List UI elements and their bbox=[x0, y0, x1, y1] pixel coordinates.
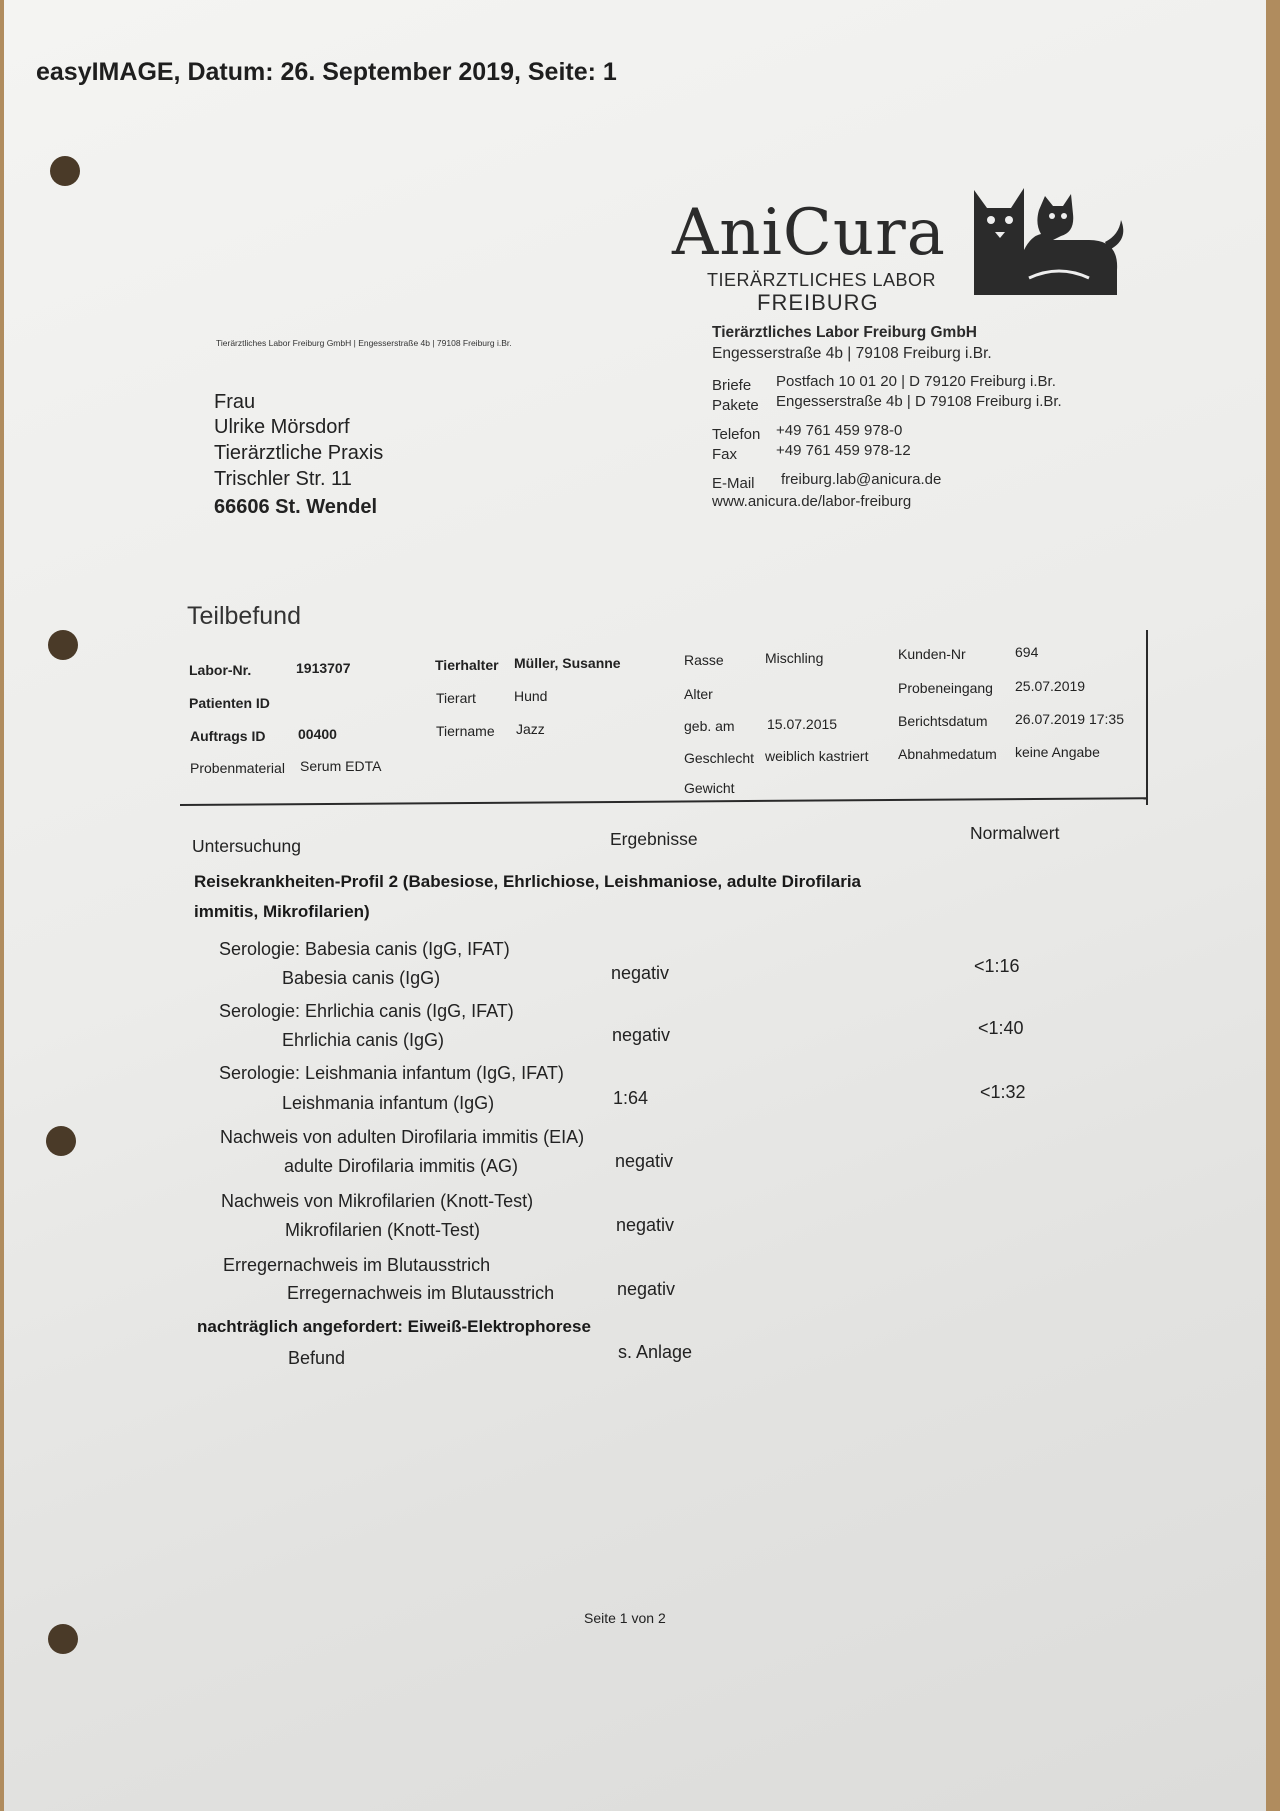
info-box-border-right bbox=[1146, 630, 1148, 805]
fax-value: +49 761 459 978-12 bbox=[776, 442, 911, 459]
test-method: Nachweis von Mikrofilarien (Knott-Test) bbox=[221, 1191, 534, 1211]
logo-name: AniCura bbox=[672, 196, 946, 270]
lab-company: Tierärztliches Labor Freiburg GmbH bbox=[712, 324, 977, 341]
alter-label: Alter bbox=[684, 686, 713, 702]
print-header: easyIMAGE, Datum: 26. September 2019, Seite: 1 bbox=[36, 58, 617, 86]
pakete-label: Pakete bbox=[712, 397, 759, 414]
punch-hole bbox=[48, 630, 78, 660]
telefon-value: +49 761 459 978-0 bbox=[776, 422, 903, 439]
labor-nr-label: Labor-Nr. bbox=[189, 662, 252, 678]
recipient-city: 66606 St. Wendel bbox=[214, 496, 378, 518]
email-value: freiburg.lab@anicura.de bbox=[781, 471, 942, 488]
tierhalter-label: Tierhalter bbox=[435, 657, 499, 673]
tierart-label: Tierart bbox=[436, 690, 476, 706]
tierart-value: Hund bbox=[514, 688, 548, 704]
column-header-untersuchung: Untersuchung bbox=[192, 836, 301, 856]
probeneingang-label: Probeneingang bbox=[898, 680, 993, 696]
briefe-label: Briefe bbox=[712, 377, 752, 394]
test-result: negativ bbox=[611, 963, 670, 983]
test-result: 1:64 bbox=[613, 1088, 649, 1108]
profile-title-line1: Reisekrankheiten-Profil 2 (Babesiose, Ehrlichiose, Leishmaniose, adulte Dirofilaria bbox=[194, 872, 861, 891]
lab-report-page bbox=[4, 0, 1266, 1811]
telefon-label: Telefon bbox=[712, 426, 761, 443]
berichtsdatum-value: 26.07.2019 17:35 bbox=[1015, 711, 1124, 727]
befund-value: s. Anlage bbox=[618, 1342, 693, 1362]
profile-title-line2: immitis, Mikrofilarien) bbox=[194, 902, 370, 921]
auftrags-id-label: Auftrags ID bbox=[190, 728, 266, 744]
recipient-name: Ulrike Mörsdorf bbox=[214, 416, 350, 438]
geb-am-value: 15.07.2015 bbox=[767, 716, 838, 732]
test-method: Serologie: Babesia canis (IgG, IFAT) bbox=[219, 939, 510, 959]
abnahmedatum-value: keine Angabe bbox=[1015, 744, 1100, 760]
test-method: Serologie: Leishmania infantum (IgG, IFAT) bbox=[219, 1063, 564, 1083]
page-number: Seite 1 von 2 bbox=[584, 1610, 666, 1626]
test-result: negativ bbox=[612, 1025, 671, 1045]
report-title: Teilbefund bbox=[187, 602, 301, 630]
test-result: negativ bbox=[615, 1151, 674, 1171]
probenmaterial-label: Probenmaterial bbox=[190, 760, 285, 776]
punch-hole bbox=[46, 1126, 76, 1156]
logo-city: FREIBURG bbox=[757, 290, 879, 315]
test-method: Erregernachweis im Blutausstrich bbox=[223, 1255, 491, 1275]
briefe-value: Postfach 10 01 20 | D 79120 Freiburg i.Br. bbox=[776, 373, 1056, 390]
test-method: Serologie: Ehrlichia canis (IgG, IFAT) bbox=[219, 1001, 514, 1021]
patienten-id-label: Patienten ID bbox=[189, 695, 270, 711]
info-box-border-bottom bbox=[180, 797, 1148, 806]
auftrags-id-value: 00400 bbox=[298, 726, 337, 742]
test-analyte: adulte Dirofilaria immitis (AG) bbox=[284, 1156, 519, 1176]
test-analyte: Mikrofilarien (Knott-Test) bbox=[285, 1220, 481, 1240]
recipient-practice: Tierärztliche Praxis bbox=[214, 442, 384, 464]
recipient-salutation: Frau bbox=[214, 391, 256, 413]
test-normal-value: <1:40 bbox=[978, 1018, 1024, 1038]
lab-street: Engesserstraße 4b | 79108 Freiburg i.Br. bbox=[712, 345, 992, 362]
email-label: E-Mail bbox=[712, 475, 755, 492]
test-normal-value: <1:32 bbox=[980, 1082, 1026, 1102]
gewicht-label: Gewicht bbox=[684, 780, 735, 796]
test-analyte: Babesia canis (IgG) bbox=[282, 968, 441, 988]
punch-hole bbox=[48, 1624, 78, 1654]
cats-logo-icon bbox=[969, 180, 1129, 295]
abnahmedatum-label: Abnahmedatum bbox=[898, 746, 997, 762]
test-analyte: Leishmania infantum (IgG) bbox=[282, 1093, 495, 1113]
test-analyte: Erregernachweis im Blutausstrich bbox=[287, 1283, 555, 1303]
geschlecht-label: Geschlecht bbox=[684, 750, 755, 766]
pakete-value: Engesserstraße 4b | D 79108 Freiburg i.Br. bbox=[776, 393, 1062, 410]
probenmaterial-value: Serum EDTA bbox=[300, 758, 382, 774]
test-result: negativ bbox=[616, 1215, 675, 1235]
additional-request-title: nachträglich angefordert: Eiweiß-Elektrophorese bbox=[197, 1317, 591, 1336]
tiername-value: Jazz bbox=[516, 721, 545, 737]
geschlecht-value: weiblich kastriert bbox=[765, 748, 869, 764]
column-header-ergebnisse: Ergebnisse bbox=[610, 829, 698, 849]
kunden-nr-value: 694 bbox=[1015, 644, 1039, 660]
labor-nr-value: 1913707 bbox=[296, 660, 351, 676]
berichtsdatum-label: Berichtsdatum bbox=[898, 713, 988, 729]
geb-am-label: geb. am bbox=[684, 718, 735, 734]
website: www.anicura.de/labor-freiburg bbox=[712, 493, 912, 510]
rasse-label: Rasse bbox=[684, 652, 724, 668]
rasse-value: Mischling bbox=[765, 650, 824, 666]
test-result: negativ bbox=[617, 1279, 676, 1299]
test-normal-value: <1:16 bbox=[974, 956, 1020, 976]
befund-label: Befund bbox=[288, 1348, 346, 1368]
test-method: Nachweis von adulten Dirofilaria immitis (EIA) bbox=[220, 1127, 585, 1147]
test-analyte: Ehrlichia canis (IgG) bbox=[282, 1030, 445, 1050]
punch-hole bbox=[50, 156, 80, 186]
logo-subtitle: TIERÄRZTLICHES LABOR bbox=[707, 270, 937, 290]
recipient-street: Trischler Str. 11 bbox=[214, 468, 352, 490]
tiername-label: Tiername bbox=[436, 723, 495, 739]
tierhalter-value: Müller, Susanne bbox=[514, 655, 621, 671]
kunden-nr-label: Kunden-Nr bbox=[898, 646, 966, 662]
probeneingang-value: 25.07.2019 bbox=[1015, 678, 1086, 694]
sender-return-address: Tierärztliches Labor Freiburg GmbH | Engesserstraße 4b | 79108 Freiburg i.Br. bbox=[216, 338, 512, 348]
column-header-normalwert: Normalwert bbox=[970, 823, 1060, 843]
fax-label: Fax bbox=[712, 446, 738, 463]
